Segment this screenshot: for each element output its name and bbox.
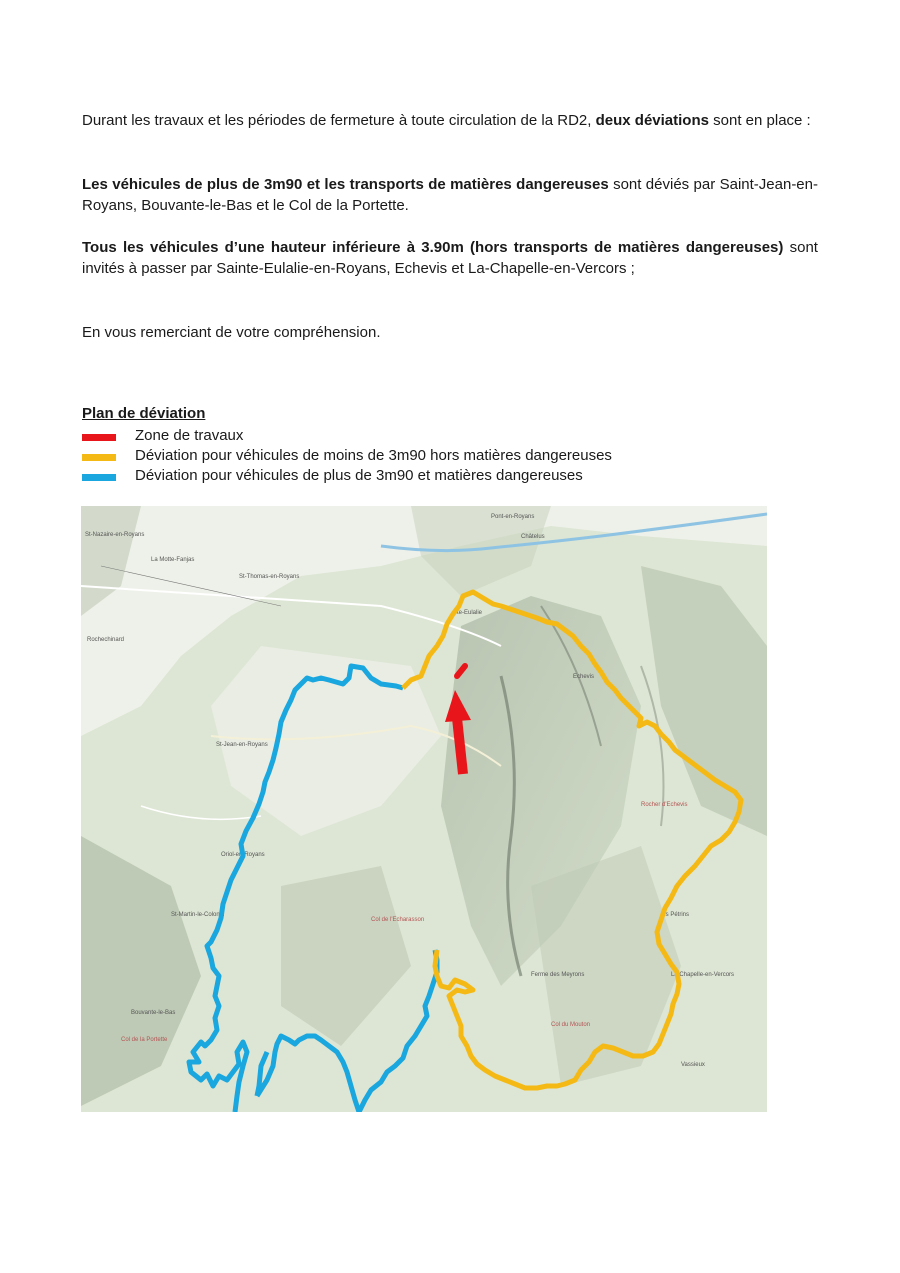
label-rocher-echevis: Rocher d'Echevis: [641, 802, 688, 808]
label-la-motte: La Motte-Fanjas: [151, 557, 195, 563]
label-echevis: Echevis: [573, 674, 595, 680]
heavy-deviation-text: sont déviés par Saint-Jean-en-Royans, Bouvante-le-Bas et le Col de la Portette.: [82, 176, 818, 214]
heavy-deviation-paragraph: [82, 174, 818, 216]
light-deviation-swatch: [82, 454, 116, 461]
light-deviation-text: sont invités à passer par Sainte-Eulalie-en-Royans, Echevis et La-Chapelle-en-Vercors ;: [82, 239, 818, 277]
label-la-chapelle: La Chapelle-en-Vercors: [671, 972, 735, 978]
legend-title: Plan de déviation: [82, 405, 206, 422]
light-deviation-paragraph: [82, 237, 818, 279]
label-ste-eulalie: Ste-Eulalie: [453, 610, 483, 616]
legend-label-works: Zone de travaux: [135, 427, 244, 444]
label-chatelus: Châtelus: [521, 534, 545, 540]
intro-text-2: sont en place :: [708, 112, 811, 129]
intro-paragraph: [82, 110, 818, 131]
intro-bold: deux déviations: [595, 112, 709, 129]
heavy-deviation-swatch: [82, 474, 116, 481]
label-ferme-meyrons: Ferme des Meyrons: [531, 972, 585, 978]
works-swatch: [82, 434, 116, 441]
intro-text-1: Durant les travaux et les périodes de fermeture à toute circulation de la RD2,: [82, 112, 596, 129]
label-st-martin: St-Martin-le-Colonel: [171, 912, 225, 918]
label-bouvante: Bouvante-le-Bas: [131, 1010, 176, 1016]
label-st-nazaire: St-Nazaire-en-Royans: [85, 532, 145, 538]
label-les-petrins: les Pétrins: [661, 912, 690, 918]
label-col-echarasson: Col de l'Echarasson: [371, 917, 425, 923]
legend-label-light-deviation: Déviation pour véhicules de moins de 3m90 hors matières dangereuses: [135, 447, 612, 464]
label-oriol: Oriol-en-Royans: [221, 852, 265, 858]
closing-paragraph: En vous remerciant de votre compréhension.: [82, 324, 381, 341]
heavy-deviation-bold: Les véhicules de plus de 3m90 et les transports de matières dangereuses: [82, 176, 609, 193]
deviation-map[interactable]: [81, 506, 767, 1112]
light-deviation-bold: Tous les véhicules d’une hauteur inférieure à 3.90m (hors transports de matières dangereuses): [82, 239, 784, 256]
label-col-mouton: Col du Mouton: [551, 1022, 591, 1028]
legend-label-heavy-deviation: Déviation pour véhicules de plus de 3m90 et matières dangereuses: [135, 467, 583, 484]
label-rochechinard: Rochechinard: [87, 637, 125, 643]
label-pont-en-royans: Pont-en-Royans: [491, 514, 535, 520]
map-svg: [81, 506, 767, 1112]
label-st-thomas: St-Thomas-en-Royans: [239, 574, 300, 580]
label-vassieux: Vassieux: [681, 1062, 705, 1068]
works-arrow-shaft: [457, 718, 463, 774]
label-col-portette: Col de la Portette: [121, 1037, 168, 1043]
label-st-jean: St-Jean-en-Royans: [216, 742, 268, 748]
